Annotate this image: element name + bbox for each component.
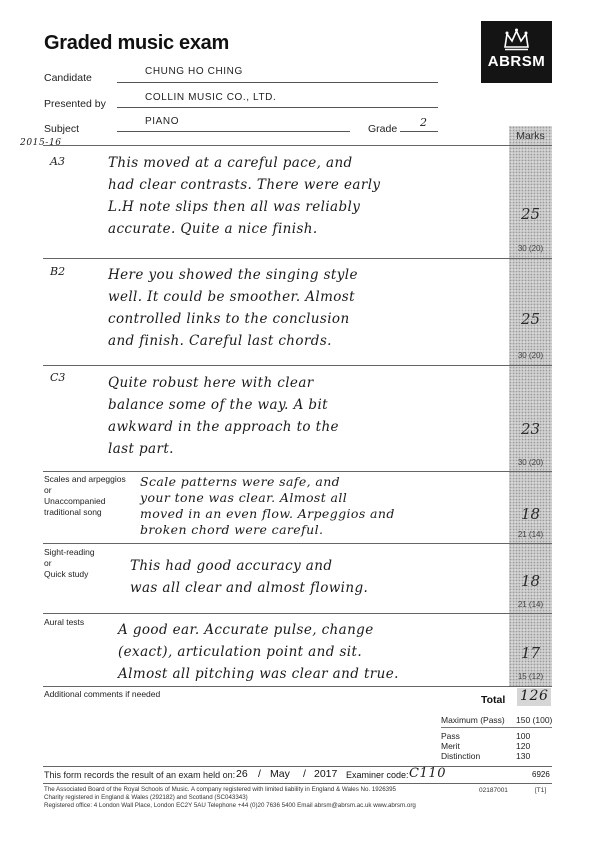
additional-comments-label: Additional comments if needed xyxy=(44,689,161,699)
row-divider xyxy=(43,258,552,259)
section-max: 30 (20) xyxy=(517,458,544,467)
candidate-label: Candidate xyxy=(44,72,92,84)
comment-line: awkward in the approach to the xyxy=(108,419,339,435)
footer-charity: Charity registered in England & Wales (292182) and Scotland (SC043343) xyxy=(44,794,248,801)
candidate-value: CHUNG HO CHING xyxy=(145,66,243,77)
comment-line: balance some of the way. A bit xyxy=(108,397,328,413)
date-separator: / xyxy=(258,768,261,780)
crown-icon xyxy=(503,27,530,51)
subject-label: Subject xyxy=(44,123,80,135)
grade-underline xyxy=(400,131,438,132)
comment-line: had clear contrasts. There were early xyxy=(108,177,381,193)
comment-line: was all clear and almost flowing. xyxy=(130,580,369,596)
footer-office: Registered office: 4 London Wall Place, London EC2Y 5AU Telephone +44 (0)20 7636 5400 Email abrsm@abrsm.ac.uk www.abrsm.org xyxy=(44,802,416,809)
examiner-comment xyxy=(108,372,503,460)
grade-label: Grade xyxy=(368,123,398,135)
form-title: Graded music exam xyxy=(44,32,229,54)
comment-line: last part. xyxy=(108,441,174,457)
subject-value: PIANO xyxy=(145,116,180,127)
examiner-comment xyxy=(108,264,503,352)
comment-line: Almost all pitching was clear and true. xyxy=(118,666,399,682)
row-divider xyxy=(43,613,552,614)
comment-line: controlled links to the conclusion xyxy=(108,311,350,327)
section-code: B2 xyxy=(50,265,66,278)
comment-line: broken chord were careful. xyxy=(140,522,324,537)
presented-by-label: Presented by xyxy=(44,98,106,110)
distinction-value: 130 xyxy=(516,751,531,761)
form-tag: [T1] xyxy=(535,787,547,794)
footer-company: The Associated Board of the Royal Schools of Music. A company registered with limited liability in England & Wales No. 1926395 xyxy=(44,786,396,793)
grade-value: 2 xyxy=(420,116,428,129)
comment-line: Here you showed the singing style xyxy=(108,267,358,283)
examiner-comment xyxy=(140,474,505,538)
section-mark: 17 xyxy=(520,644,541,662)
merit-value: 120 xyxy=(516,741,531,751)
max-pass-value: 150 (100) xyxy=(516,715,553,725)
comment-line: your tone was clear. Almost all xyxy=(140,490,348,505)
presented-by-value: COLLIN MUSIC CO., LTD. xyxy=(145,92,277,103)
form-serial: 6926 xyxy=(532,770,550,779)
section-max: 15 (12) xyxy=(517,672,544,681)
section-max: 21 (14) xyxy=(517,530,544,539)
abrsm-logo xyxy=(481,21,552,83)
exam-day: 26 xyxy=(236,768,248,780)
row-divider xyxy=(43,471,552,472)
comment-line: Quite robust here with clear xyxy=(108,375,314,391)
distinction-label: Distinction xyxy=(441,751,481,761)
candidate-underline xyxy=(117,82,438,83)
section-max: 30 (20) xyxy=(517,244,544,253)
row-divider xyxy=(43,365,552,366)
comment-line: Scale patterns were safe, and xyxy=(140,474,341,489)
comment-line: well. It could be smoother. Almost xyxy=(108,289,355,305)
comment-line: and finish. Careful last chords. xyxy=(108,333,332,349)
sight-reading-label: Sight-reading or Quick study xyxy=(44,547,95,579)
date-separator: / xyxy=(303,768,306,780)
presented-by-underline xyxy=(117,107,438,108)
section-code: C3 xyxy=(50,371,66,384)
total-label: Total xyxy=(481,694,506,706)
examiner-comment xyxy=(108,152,503,240)
row-divider xyxy=(43,145,552,146)
brand-name: ABRSM xyxy=(487,53,546,70)
row-divider xyxy=(43,686,552,687)
comment-line: A good ear. Accurate pulse, change xyxy=(118,622,374,638)
year-note: 2015-16 xyxy=(20,138,62,148)
comment-line: This had good accuracy and xyxy=(130,558,333,574)
examiner-code-label: Examiner code: xyxy=(346,770,409,780)
row-divider xyxy=(43,543,552,544)
examiner-comment xyxy=(118,619,508,685)
section-max: 21 (14) xyxy=(517,600,544,609)
subject-underline xyxy=(117,131,350,132)
pass-label: Pass xyxy=(441,731,460,741)
marks-header: Marks xyxy=(516,130,545,142)
exam-month: May xyxy=(270,768,290,780)
section-mark: 18 xyxy=(520,572,541,590)
max-pass-label: Maximum (Pass) xyxy=(441,715,505,725)
comment-line: This moved at a careful pace, and xyxy=(108,155,353,171)
total-value: 126 xyxy=(520,688,549,704)
merit-label: Merit xyxy=(441,741,460,751)
pass-value: 100 xyxy=(516,731,531,741)
section-mark: 25 xyxy=(520,310,541,328)
section-mark: 23 xyxy=(520,420,541,438)
aural-tests-label: Aural tests xyxy=(44,617,85,627)
comment-line: (exact), articulation point and sit. xyxy=(118,644,363,660)
examiner-comment xyxy=(130,555,505,599)
comment-line: L.H note slips then all was reliably xyxy=(108,199,361,215)
section-code: A3 xyxy=(50,155,65,168)
comment-line: accurate. Quite a nice finish. xyxy=(108,221,318,237)
exam-year: 2017 xyxy=(314,768,338,780)
record-top-rule xyxy=(43,766,552,767)
section-mark: 25 xyxy=(520,205,541,223)
section-mark: 18 xyxy=(520,505,541,523)
form-number: 02187001 xyxy=(479,787,508,794)
comment-line: moved in an even flow. Arpeggios and xyxy=(140,506,395,521)
examiner-code-value: C110 xyxy=(409,766,447,781)
record-bottom-rule xyxy=(43,783,552,784)
exam-date-label: This form records the result of an exam held on: xyxy=(44,770,236,780)
section-max: 30 (20) xyxy=(517,351,544,360)
scales-label: Scales and arpeggios or Unaccompanied traditional song xyxy=(44,474,126,517)
thresholds-divider xyxy=(441,727,552,728)
